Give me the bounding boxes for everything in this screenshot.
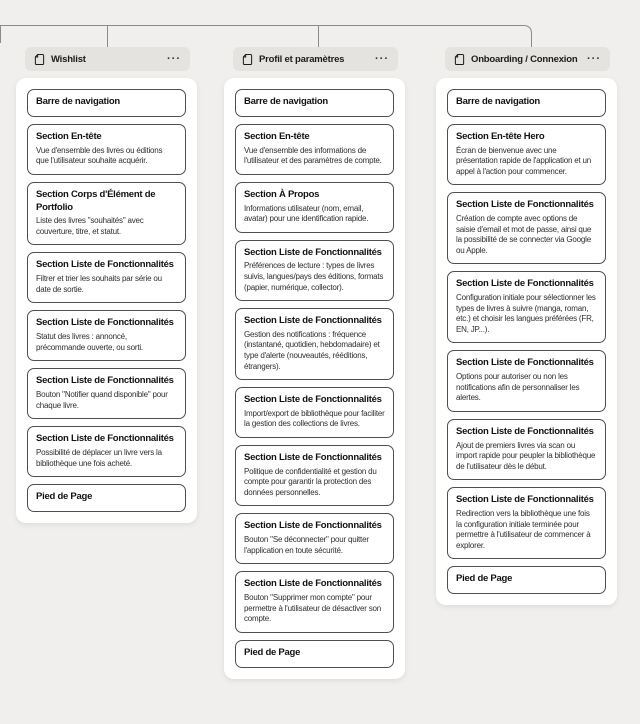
page-node-header-onboarding[interactable] — [445, 47, 610, 71]
section-card-title: Section Liste de Fonctionnalités — [244, 246, 382, 258]
page-node-title: Onboarding / Connexion — [471, 53, 578, 65]
section-card-title: Section Liste de Fonctionnalités — [456, 425, 594, 437]
section-card-title: Section Liste de Fonctionnalités — [244, 578, 382, 590]
section-card[interactable] — [235, 445, 394, 506]
section-card[interactable] — [447, 271, 606, 343]
section-card-title: Section Liste de Fonctionnalités — [244, 451, 382, 463]
section-card[interactable] — [235, 89, 394, 117]
section-card-description: Politique de confidentialité et gestion du compte pour garantir la protection des données personnelles. — [244, 466, 377, 497]
section-card-description: Filtrer et trier les souhaits par série ou date de sortie. — [36, 274, 162, 294]
page-node-header-profil[interactable] — [233, 47, 398, 71]
section-card-title: Section Liste de Fonctionnalités — [456, 494, 594, 506]
sections-panel-onboarding — [436, 78, 617, 605]
page-icon — [34, 53, 45, 66]
section-card[interactable] — [447, 487, 606, 559]
section-card-description: Statut des livres : annoncé, précommande ouverte, ou sorti. — [36, 332, 143, 352]
page-icon — [242, 53, 253, 66]
section-card[interactable] — [235, 513, 394, 564]
section-card-title: Pied de Page — [244, 646, 301, 658]
section-card-title: Section Liste de Fonctionnalités — [244, 520, 382, 532]
section-card[interactable] — [27, 310, 186, 361]
section-card-description: Ajout de premiers livres via scan ou import rapide pour peupler la bibliothèque de l'utilisateur dès le début. — [456, 440, 596, 471]
page-icon — [454, 53, 465, 66]
section-card-description: Bouton "Notifier quand disponible" pour chaque livre. — [36, 390, 168, 410]
section-card-title: Section Liste de Fonctionnalités — [456, 278, 594, 290]
section-card-description: Liste des livres "souhaités" avec couverture, titre, et statut. — [36, 216, 144, 236]
section-card-title: Section Liste de Fonctionnalités — [244, 315, 382, 327]
section-card[interactable] — [235, 640, 394, 668]
section-card-title: Pied de Page — [36, 491, 93, 503]
section-card-title: Section Liste de Fonctionnalités — [36, 375, 174, 387]
section-card-description: Bouton "Se déconnecter" pour quitter l'application en toute sécurité. — [244, 535, 369, 555]
more-options-button[interactable]: ··· — [587, 52, 601, 65]
section-card[interactable] — [27, 124, 186, 175]
section-card-description: Redirection vers la bibliothèque une fois la configuration initiale terminée pour permettre à l'utilisateur de commencer à explorer. — [456, 508, 591, 550]
section-card-title: Section Corps d'Élément de Portfolio — [36, 188, 156, 213]
section-card-title: Barre de navigation — [244, 96, 328, 107]
section-card[interactable] — [235, 182, 394, 233]
section-card[interactable] — [447, 566, 606, 594]
page-node-title: Wishlist — [51, 53, 86, 65]
section-card-title: Section En-tête — [36, 130, 102, 142]
section-card[interactable] — [447, 419, 606, 480]
section-card[interactable] — [27, 426, 186, 477]
section-card-title: Section En-tête Hero — [456, 130, 545, 142]
section-card[interactable] — [235, 308, 394, 380]
section-card-description: Possibilité de déplacer un livre vers la bibliothèque une fois acheté. — [36, 447, 162, 468]
section-card-title: Section Liste de Fonctionnalités — [244, 394, 382, 406]
section-card-title: Section Liste de Fonctionnalités — [456, 199, 594, 211]
sections-panel-profil — [224, 78, 405, 679]
section-card-description: Création de compte avec options de saisie d'email et mot de passe, ainsi que la possibilité de se connecter via Google ou Apple. — [456, 214, 592, 255]
page-node-title: Profil et paramètres — [259, 53, 345, 65]
section-card[interactable] — [27, 182, 186, 246]
more-options-button[interactable]: ··· — [375, 52, 389, 65]
section-card[interactable] — [27, 89, 186, 117]
section-card[interactable] — [235, 124, 394, 175]
section-card-description: Import/export de bibliothèque pour faciliter la gestion des collections de livres. — [244, 408, 385, 429]
section-card-title: Section Liste de Fonctionnalités — [456, 357, 594, 369]
section-card[interactable] — [235, 240, 394, 301]
section-card-description: Configuration initiale pour sélectionner les types de livres à suivre (manga, roman, etc.) et choisir les langues préférées (FR, EN, JP...). — [456, 293, 596, 334]
section-card-title: Pied de Page — [456, 573, 513, 585]
section-card[interactable] — [27, 252, 186, 303]
section-card[interactable] — [27, 368, 186, 419]
section-card-title: Section Liste de Fonctionnalités — [36, 317, 174, 329]
section-card-description: Vue d'ensemble des livres ou éditions que l'utilisateur souhaite acquérir. — [36, 145, 163, 166]
sections-panel-wishlist — [16, 78, 197, 523]
section-card[interactable] — [447, 124, 606, 185]
section-card[interactable] — [235, 387, 394, 438]
section-card-description: Bouton "Supprimer mon compte" pour permettre à l'utilisateur de désactiver son compte. — [244, 593, 381, 624]
section-card-title: Section En-tête — [244, 130, 310, 142]
section-card-title: Section Liste de Fonctionnalités — [36, 433, 174, 445]
section-card[interactable] — [447, 192, 606, 264]
section-card-description: Écran de bienvenue avec une présentation rapide de l'application et un appel à l'action pour commencer. — [456, 145, 592, 176]
section-card-title: Section À Propos — [244, 188, 320, 200]
page-node-header-wishlist[interactable] — [25, 47, 190, 71]
section-card-description: Informations utilisateur (nom, email, avatar) pour une identification rapide. — [244, 203, 369, 224]
section-card-description: Options pour autoriser ou non les notifications afin de personnaliser les alertes. — [456, 372, 580, 403]
more-options-button[interactable]: ··· — [167, 52, 181, 65]
section-card[interactable] — [27, 484, 186, 512]
section-card-description: Préférences de lecture : types de livres suivis, langues/pays des éditions, formats (papier, numérique, collector). — [244, 261, 384, 292]
section-card-title: Barre de navigation — [456, 96, 540, 107]
section-card-description: Vue d'ensemble des informations de l'utilisateur et des paramètres de compte. — [244, 145, 382, 166]
section-card-description: Gestion des notifications : fréquence (instantané, quotidien, hebdomadaire) et type d'alerte (nouveautés, rééditions, étrangers). — [244, 329, 380, 371]
section-card[interactable] — [447, 89, 606, 117]
section-card[interactable] — [447, 350, 606, 411]
section-card-title: Barre de navigation — [36, 96, 120, 107]
section-card-title: Section Liste de Fonctionnalités — [36, 259, 174, 271]
section-card[interactable] — [235, 571, 394, 632]
